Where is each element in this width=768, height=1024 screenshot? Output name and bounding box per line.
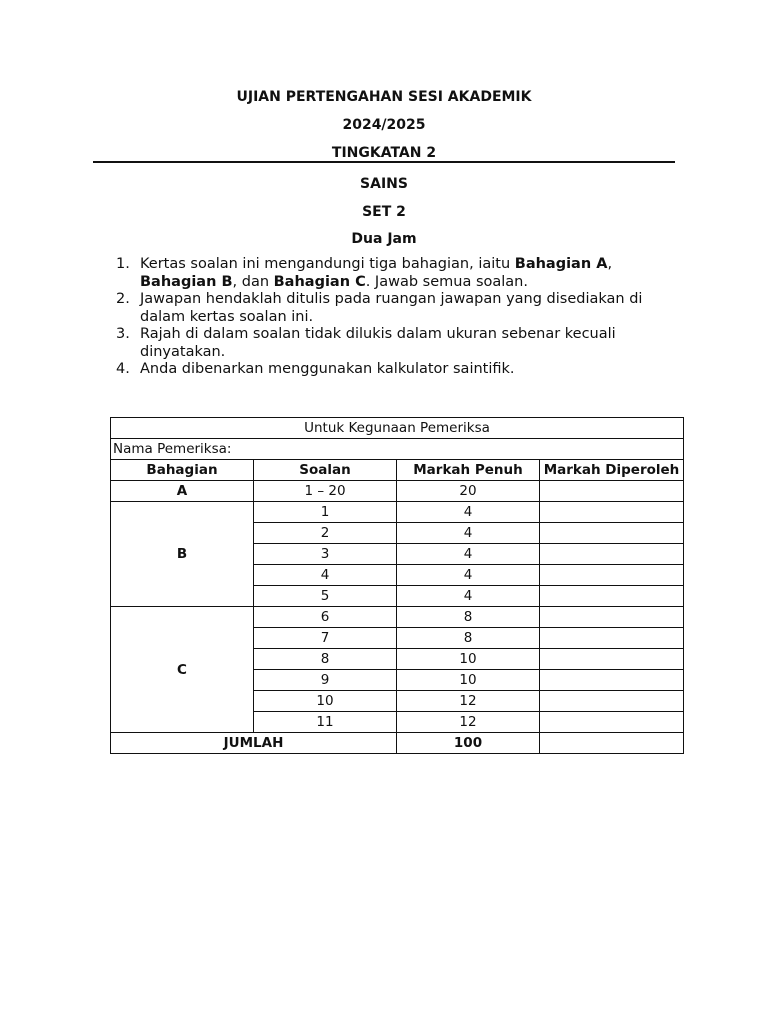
total-label: JUMLAH	[111, 733, 397, 754]
academic-year: 2024/2025	[342, 117, 426, 133]
marks-obtained-cell[interactable]	[540, 565, 684, 586]
instruction-text: , dan	[232, 273, 274, 290]
table-row	[111, 502, 684, 523]
form-level: TINGKATAN 2	[331, 145, 437, 161]
instruction-text: Jawapan hendaklah ditulis pada ruangan jawapan yang disediakan di dalam kertas soalan ini.	[140, 291, 643, 325]
marks-obtained-cell[interactable]	[540, 628, 684, 649]
table-row	[111, 607, 684, 628]
instruction-text: . Jawab semua soalan.	[365, 273, 528, 290]
marks-obtained-cell[interactable]	[540, 502, 684, 523]
full-marks-cell: 8	[397, 607, 540, 628]
section-name-cell: C	[111, 607, 254, 733]
question-number-cell: 1 – 20	[254, 481, 397, 502]
question-number-cell: 10	[254, 691, 397, 712]
full-marks-cell: 12	[397, 691, 540, 712]
instruction-text: Anda dibenarkan menggunakan kalkulator saintifik.	[140, 361, 515, 377]
question-number-cell: 9	[254, 670, 397, 691]
header-marks-obtained: Markah Diperoleh	[540, 460, 684, 481]
full-marks-cell: 10	[397, 670, 540, 691]
question-number-cell: 2	[254, 523, 397, 544]
instruction-item	[110, 326, 650, 361]
instruction-number: 4.	[116, 361, 130, 377]
question-number-cell: 8	[254, 649, 397, 670]
marks-obtained-cell[interactable]	[540, 481, 684, 502]
table-caption: Untuk Kegunaan Pemeriksa	[111, 418, 684, 439]
set-label: SET 2	[362, 204, 406, 220]
section-name-cell: A	[111, 481, 254, 502]
full-marks-cell: 4	[397, 565, 540, 586]
marks-obtained-cell[interactable]	[540, 586, 684, 607]
total-marks: 100	[397, 733, 540, 754]
total-row	[111, 733, 684, 754]
instruction-item	[110, 256, 650, 291]
marks-obtained-cell[interactable]	[540, 607, 684, 628]
marks-obtained-cell[interactable]	[540, 523, 684, 544]
marks-obtained-cell[interactable]	[540, 712, 684, 733]
header-divider	[93, 161, 675, 163]
examiner-name-label: Nama Pemeriksa:	[111, 439, 684, 460]
exam-title: UJIAN PERTENGAHAN SESI AKADEMIK	[236, 89, 532, 105]
full-marks-cell: 10	[397, 649, 540, 670]
instruction-text: Kertas soalan ini mengandungi tiga bahagian, iaitu	[140, 256, 515, 272]
instruction-text: Rajah di dalam soalan tidak dilukis dalam ukuran sebenar kecuali dinyatakan.	[140, 326, 616, 360]
instruction-item	[110, 291, 650, 326]
instruction-item	[110, 361, 650, 379]
section-c-ref: Bahagian C	[273, 273, 366, 290]
header-section: Bahagian	[111, 460, 254, 481]
table-header-row	[111, 460, 684, 481]
full-marks-cell: 20	[397, 481, 540, 502]
question-number-cell: 3	[254, 544, 397, 565]
full-marks-cell: 8	[397, 628, 540, 649]
table-row	[111, 481, 684, 502]
instruction-number: 3.	[116, 326, 130, 342]
marks-obtained-cell[interactable]	[540, 691, 684, 712]
section-b-ref: Bahagian B	[140, 273, 233, 290]
marks-obtained-cell[interactable]	[540, 649, 684, 670]
full-marks-cell: 4	[397, 523, 540, 544]
examiner-name-row	[111, 439, 684, 460]
question-number-cell: 4	[254, 565, 397, 586]
duration-label: Dua Jam	[351, 231, 417, 247]
full-marks-cell: 4	[397, 502, 540, 523]
examiner-marks-table	[110, 417, 684, 754]
instruction-text: ,	[607, 256, 613, 272]
instruction-list	[110, 256, 650, 379]
header-full-marks: Markah Penuh	[397, 460, 540, 481]
marks-obtained-cell[interactable]	[540, 670, 684, 691]
full-marks-cell: 4	[397, 586, 540, 607]
subject-title: SAINS	[360, 176, 408, 192]
instruction-number: 1.	[116, 256, 130, 272]
question-number-cell: 11	[254, 712, 397, 733]
full-marks-cell: 4	[397, 544, 540, 565]
question-number-cell: 1	[254, 502, 397, 523]
table-caption-row	[111, 418, 684, 439]
marks-obtained-cell[interactable]	[540, 544, 684, 565]
full-marks-cell: 12	[397, 712, 540, 733]
instruction-number: 2.	[116, 291, 130, 307]
question-number-cell: 6	[254, 607, 397, 628]
total-obtained-cell[interactable]	[540, 733, 684, 754]
question-number-cell: 7	[254, 628, 397, 649]
header-question: Soalan	[254, 460, 397, 481]
section-a-ref: Bahagian A	[514, 256, 608, 272]
question-number-cell: 5	[254, 586, 397, 607]
section-name-cell: B	[111, 502, 254, 607]
section-rows	[111, 481, 684, 733]
